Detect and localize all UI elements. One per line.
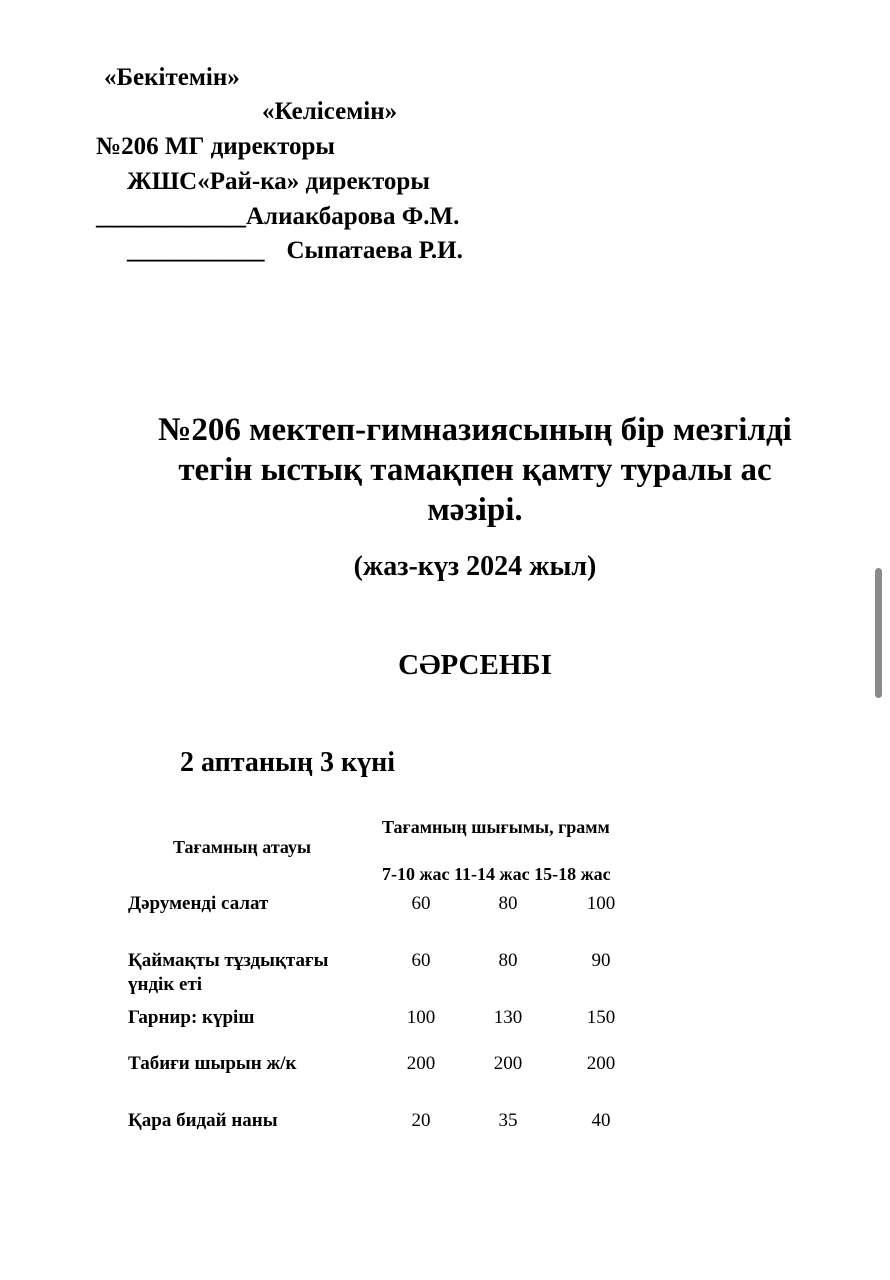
right-director-position: ЖШС«Рай-ка» директоры [127,168,430,195]
yield-15-18: 90 [591,950,611,971]
title-line-2: тегін ыстық тамақпен қамту туралы ас [178,452,772,488]
yield-11-14: 200 [493,1053,523,1074]
left-director-name: Алиакбарова Ф.М. [246,203,460,230]
left-signature-row [96,202,459,232]
right-signature-line: ___________ [127,237,265,264]
yield-header: Тағамның шығымы, грамм [382,817,610,837]
agree-label: «Келісемін» [262,98,398,125]
dish-name: Дәруменді салат [128,893,269,914]
left-signature-line: ____________ [96,203,246,230]
approve-label: «Бекітемін» [104,64,240,91]
right-director-name: Сыпатаева Р.И. [286,237,463,264]
right-signature-row [127,236,463,266]
title-line-1: №206 мектеп-гимназиясының бір мезгілді [158,412,792,448]
age-groups-header [382,863,611,885]
week-day-label: 2 аптаның 3 күні [180,747,396,778]
dish-name: Қаймақты тұздықтағы үндік еті [128,950,329,995]
age-group-7-10: 7-10 жас [382,864,450,884]
yield-7-10: 20 [411,1110,431,1131]
yield-15-18: 40 [591,1110,611,1131]
yield-15-18: 100 [586,893,616,914]
age-group-11-14: 11-14 жас [454,864,530,884]
dish-name: Табиғи шырын ж/к [128,1053,297,1074]
yield-11-14: 35 [498,1110,518,1131]
age-group-15-18: 15-18 жас [534,864,611,884]
yield-7-10: 200 [406,1053,436,1074]
yield-11-14: 80 [498,950,518,971]
day-of-week: СӘРСЕНБІ [398,649,552,681]
left-director-position: №206 МГ директоры [96,133,335,160]
yield-11-14: 130 [493,1007,523,1028]
period-subtitle: (жаз-күз 2024 жыл) [353,551,597,582]
yield-15-18: 150 [586,1007,616,1028]
yield-11-14: 80 [498,893,518,914]
dish-name: Гарнир: күріш [128,1007,255,1028]
yield-7-10: 100 [406,1007,436,1028]
document-title [100,410,850,530]
yield-7-10: 60 [411,893,431,914]
yield-7-10: 60 [411,950,431,971]
dish-name-header: Тағамның атауы [173,837,312,857]
yield-15-18: 200 [586,1053,616,1074]
title-line-3: мәзірі. [427,492,523,528]
dish-name: Қара бидай наны [128,1110,278,1131]
scrollbar-thumb[interactable] [875,568,882,698]
